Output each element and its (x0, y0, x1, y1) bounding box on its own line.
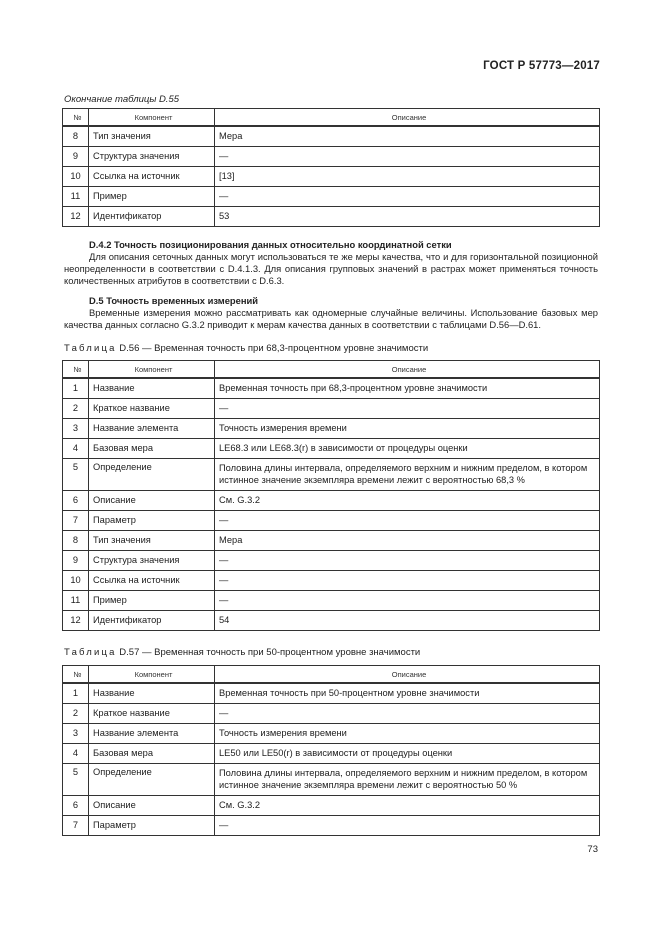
col-header-description: Описание (215, 666, 600, 684)
row-component: Определение (89, 763, 215, 795)
row-component: Название элемента (89, 418, 215, 438)
row-description: — (215, 570, 600, 590)
table-row (63, 490, 600, 510)
row-number: 1 (63, 683, 89, 703)
row-number: 5 (63, 763, 89, 795)
row-description: См. G.3.2 (215, 795, 600, 815)
table-row (63, 510, 600, 530)
col-header-description: Описание (215, 361, 600, 379)
row-component: Параметр (89, 815, 215, 835)
row-component: Базовая мера (89, 438, 215, 458)
row-description: — (215, 186, 600, 206)
row-description: [13] (215, 166, 600, 186)
row-number: 2 (63, 398, 89, 418)
row-description: — (215, 815, 600, 835)
row-description: Временная точность при 50-процентном уровне значимости (215, 683, 600, 703)
row-description: — (215, 590, 600, 610)
col-header-component: Компонент (89, 666, 215, 684)
table-row (63, 743, 600, 763)
table-row (63, 570, 600, 590)
row-number: 6 (63, 490, 89, 510)
row-component: Идентификатор (89, 206, 215, 226)
table-d57-caption: Таблица D.57 — Временная точность при 50-процентном уровне значимости (64, 647, 421, 658)
table-header-row (63, 666, 600, 684)
col-header-description: Описание (215, 109, 600, 127)
row-description: — (215, 550, 600, 570)
table-header-row (63, 109, 600, 127)
table-row (63, 683, 600, 703)
row-number: 11 (63, 590, 89, 610)
col-header-component: Компонент (89, 361, 215, 379)
section-d42-text: Для описания сеточных данных могут использоваться те же меры качества, что и для горизонтальной позиционной неопределенности в соответствии с D.4.1.3. Для описания групповых значений в растрах может применяться точность количественных атрибутов в соответствии с D.6.3. (64, 251, 598, 286)
table-row (63, 815, 600, 835)
row-number: 3 (63, 723, 89, 743)
row-number: 4 (63, 743, 89, 763)
table-row (63, 438, 600, 458)
row-description: Мера (215, 126, 600, 146)
row-component: Название элемента (89, 723, 215, 743)
row-description: — (215, 146, 600, 166)
section-d5-heading: D.5 Точность временных измерений (89, 295, 259, 306)
row-component: Идентификатор (89, 610, 215, 630)
col-header-num: № (63, 666, 89, 684)
table-row (63, 723, 600, 743)
table-row (63, 590, 600, 610)
table-row (63, 530, 600, 550)
row-component: Структура значения (89, 146, 215, 166)
table-row (63, 795, 600, 815)
table-row (63, 186, 600, 206)
table-d55 (62, 108, 600, 227)
row-number: 7 (63, 815, 89, 835)
row-number: 3 (63, 418, 89, 438)
table-row (63, 166, 600, 186)
row-component: Определение (89, 458, 215, 490)
row-description: Половина длины интервала, определяемого верхним и нижним пределом, в котором истинное значение экземпляра времени лежит с вероятностью 68,3 % (215, 458, 600, 490)
row-description: Временная точность при 68,3-процентном уровне значимости (215, 378, 600, 398)
row-description: Половина длины интервала, определяемого верхним и нижним пределом, в котором истинное значение экземпляра времени лежит с вероятностью 50 % (215, 763, 600, 795)
row-component: Ссылка на источник (89, 570, 215, 590)
row-number: 7 (63, 510, 89, 530)
table-row (63, 126, 600, 146)
table-d55-caption: Окончание таблицы D.55 (64, 94, 180, 105)
table-d56 (62, 360, 600, 631)
row-description: 54 (215, 610, 600, 630)
row-component: Краткое название (89, 398, 215, 418)
row-component: Базовая мера (89, 743, 215, 763)
document-code: ГОСТ Р 57773—2017 (483, 60, 600, 72)
page-number: 73 (587, 844, 598, 855)
table-row (63, 398, 600, 418)
table-row (63, 610, 600, 630)
row-component: Структура значения (89, 550, 215, 570)
row-component: Название (89, 378, 215, 398)
table-row (63, 458, 600, 490)
row-number: 12 (63, 610, 89, 630)
row-component: Описание (89, 490, 215, 510)
row-component: Краткое название (89, 703, 215, 723)
section-d42-heading: D.4.2 Точность позиционирования данных относительно координатной сетки (89, 239, 452, 250)
row-component: Описание (89, 795, 215, 815)
row-number: 2 (63, 703, 89, 723)
table-row (63, 418, 600, 438)
row-number: 6 (63, 795, 89, 815)
table-row (63, 550, 600, 570)
row-number: 10 (63, 570, 89, 590)
row-description: — (215, 510, 600, 530)
row-component: Тип значения (89, 126, 215, 146)
row-description: Точность измерения времени (215, 723, 600, 743)
table-row (63, 206, 600, 226)
row-component: Название (89, 683, 215, 703)
col-header-num: № (63, 361, 89, 379)
row-description: LE68.3 или LE68.3(r) в зависимости от процедуры оценки (215, 438, 600, 458)
table-row (63, 378, 600, 398)
row-description: Мера (215, 530, 600, 550)
table-row (63, 703, 600, 723)
row-description: 53 (215, 206, 600, 226)
row-description: См. G.3.2 (215, 490, 600, 510)
row-description: LE50 или LE50(r) в зависимости от процедуры оценки (215, 743, 600, 763)
table-row (63, 763, 600, 795)
row-component: Пример (89, 590, 215, 610)
row-number: 1 (63, 378, 89, 398)
row-description: — (215, 398, 600, 418)
table-header-row (63, 361, 600, 379)
section-d5-text: Временные измерения можно рассматривать как одномерные случайные величины. Использование базовых мер качества данных согласно G.3.2 приводит к мерам качества данных в соответствии с таблицами D.56—D.61. (64, 307, 598, 330)
row-component: Пример (89, 186, 215, 206)
row-number: 12 (63, 206, 89, 226)
row-number: 10 (63, 166, 89, 186)
row-number: 9 (63, 146, 89, 166)
row-number: 8 (63, 126, 89, 146)
row-number: 4 (63, 438, 89, 458)
row-component: Тип значения (89, 530, 215, 550)
row-number: 5 (63, 458, 89, 490)
table-row (63, 146, 600, 166)
col-header-num: № (63, 109, 89, 127)
row-component: Параметр (89, 510, 215, 530)
row-description: Точность измерения времени (215, 418, 600, 438)
row-number: 11 (63, 186, 89, 206)
row-number: 8 (63, 530, 89, 550)
row-description: — (215, 703, 600, 723)
col-header-component: Компонент (89, 109, 215, 127)
table-d56-caption: Таблица D.56 — Временная точность при 68,3-процентном уровне значимости (64, 343, 429, 354)
table-d57 (62, 665, 600, 836)
row-component: Ссылка на источник (89, 166, 215, 186)
row-number: 9 (63, 550, 89, 570)
